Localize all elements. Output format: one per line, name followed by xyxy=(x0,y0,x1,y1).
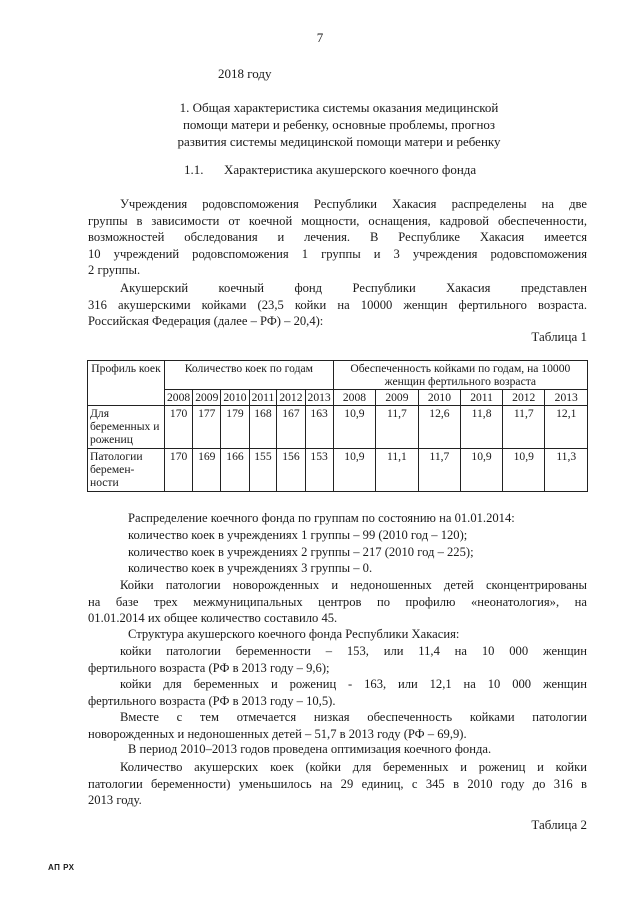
paragraph-bed-fund xyxy=(88,280,587,330)
structure-item-pregnant xyxy=(88,676,587,709)
count-cell: 170 xyxy=(165,406,193,449)
text-line: возможностей обследования и лечения. В Республике Хакасия имеется xyxy=(88,230,587,245)
year-cell: 2012 xyxy=(277,390,305,406)
table1-caption: Таблица 1 xyxy=(531,329,587,344)
count-cell: 177 xyxy=(193,406,221,449)
count-cell: 170 xyxy=(165,449,193,492)
supply-cell: 12,1 xyxy=(545,406,588,449)
count-cell: 163 xyxy=(305,406,333,449)
supply-cell: 10,9 xyxy=(503,449,545,492)
paragraph-optimization: В период 2010–2013 годов проведена оптимизация коечного фонда. xyxy=(128,742,492,756)
supply-cell: 11,7 xyxy=(503,406,545,449)
count-cell: 156 xyxy=(277,449,305,492)
structure-item-pathology xyxy=(88,643,587,676)
year-cell: 2011 xyxy=(461,390,503,406)
supply-cell: 11,7 xyxy=(418,449,460,492)
text-line: 316 акушерскими койками (23,5 койки на 10000 женщин фертильного возраста. xyxy=(88,297,587,312)
header-supply: Обеспеченность койками по годам, на 10000 женщин фертильного возраста xyxy=(333,361,587,390)
year-cell: 2012 xyxy=(503,390,545,406)
table2-caption: Таблица 2 xyxy=(531,817,587,832)
distribution-item: количество коек в учреждениях 3 группы – 0. xyxy=(128,561,373,575)
heading-line: развития системы медицинской помощи матери и ребенку xyxy=(177,134,501,149)
text-line: 01.01.2014 их общее количество составило 45. xyxy=(88,611,338,626)
count-cell: 168 xyxy=(249,406,277,449)
year-cell: 2008 xyxy=(165,390,193,406)
text-line: Учреждения родовспоможения Республики Хакасия распределены на две xyxy=(120,197,587,211)
structure-intro: Структура акушерского коечного фонда Республики Хакасия: xyxy=(128,627,460,641)
count-cell: 153 xyxy=(305,449,333,492)
count-cell: 166 xyxy=(221,449,249,492)
year-cell: 2013 xyxy=(305,390,333,406)
supply-cell: 11,8 xyxy=(461,406,503,449)
text-line: фертильного возраста (РФ в 2013 году – 10,5). xyxy=(88,693,336,708)
header-profile: Профиль коек xyxy=(88,361,165,406)
footer-stamp: АП РХ xyxy=(48,863,75,872)
text-line: Вместе с тем отмечается низкая обеспеченность койками патологии xyxy=(120,710,587,724)
supply-cell: 11,3 xyxy=(545,449,588,492)
year-cell: 2009 xyxy=(193,390,221,406)
row-profile: Патологии беремен-ности xyxy=(88,449,165,492)
table-header-row xyxy=(88,361,588,390)
count-cell: 167 xyxy=(277,406,305,449)
table-row xyxy=(88,406,588,449)
beds-table xyxy=(87,360,588,492)
supply-cell: 11,7 xyxy=(376,406,418,449)
heading-line: помощи матери и ребенку, основные проблемы, прогноз xyxy=(182,117,496,132)
supply-cell: 10,9 xyxy=(333,406,375,449)
text-line: Акушерский коечный фонд Республики Хакасия представлен xyxy=(120,281,587,295)
text-line: Койки патологии новорожденных и недоношенных детей сконцентрированы xyxy=(120,578,587,592)
year-cell: 2010 xyxy=(221,390,249,406)
text-line: 2 группы. xyxy=(88,263,141,278)
supply-cell: 12,6 xyxy=(418,406,460,449)
heading-line: 1. Общая характеристика системы оказания медицинской xyxy=(179,100,499,115)
paragraph-institutions xyxy=(88,196,587,279)
distribution-intro: Распределение коечного фонда по группам по состоянию на 01.01.2014: xyxy=(128,511,515,525)
distribution-item: количество коек в учреждениях 1 группы – 99 (2010 год – 120); xyxy=(128,528,468,542)
text-line: Российская Федерация (далее – РФ) – 20,4): xyxy=(88,314,324,329)
paragraph-low-supply xyxy=(88,709,587,742)
count-cell: 169 xyxy=(193,449,221,492)
text-line: койки патологии беременности – 153, или 11,4 на 10 000 женщин xyxy=(120,644,587,658)
section-heading xyxy=(0,99,640,150)
supply-cell: 11,1 xyxy=(376,449,418,492)
year-cell: 2010 xyxy=(418,390,460,406)
supply-cell: 10,9 xyxy=(461,449,503,492)
text-line: 10 учреждений родовспоможения 1 группы и 3 учреждения родовспоможения xyxy=(88,246,587,261)
text-line: Количество акушерских коек (койки для беременных и рожениц и койки xyxy=(120,760,587,774)
text-line: койки для беременных и рожениц - 163, или 12,1 на 10 000 женщин xyxy=(120,677,587,691)
year-cell: 2011 xyxy=(249,390,277,406)
supply-cell: 10,9 xyxy=(333,449,375,492)
text-line: фертильного возраста (РФ в 2013 году – 9,6); xyxy=(88,660,330,675)
header-count: Количество коек по годам xyxy=(165,361,334,390)
year-cell: 2013 xyxy=(545,390,588,406)
text-line: 2013 году. xyxy=(88,793,142,808)
text-line: новорожденных и недоношенных детей – 51,7 в 2013 году (РФ – 69,9). xyxy=(88,726,467,741)
year-cell: 2008 xyxy=(333,390,375,406)
text-line: патологии беременности) уменьшилось на 29 единиц, с 345 в 2010 году до 316 в xyxy=(88,776,587,791)
page-number: 7 xyxy=(316,30,324,45)
subsection-title: Характеристика акушерского коечного фонда xyxy=(224,162,477,177)
paragraph-neonatal xyxy=(88,577,587,627)
table-row xyxy=(88,449,588,492)
row-profile: Для беременных и рожениц xyxy=(88,406,165,449)
count-cell: 155 xyxy=(249,449,277,492)
paragraph-bed-count xyxy=(88,759,587,809)
text-line: группы в зависимости от коечной мощности, оснащения, кадровой обеспеченности, xyxy=(88,213,587,228)
subsection-heading xyxy=(184,162,476,178)
count-cell: 179 xyxy=(221,406,249,449)
text-line: на базе трех межмуниципальных центров по профилю «неонатология», на xyxy=(88,594,587,609)
distribution-item: количество коек в учреждениях 2 группы – 217 (2010 год – 225); xyxy=(128,545,474,559)
year-cell: 2009 xyxy=(376,390,418,406)
year-line: 2018 году xyxy=(218,66,272,81)
subsection-number: 1.1. xyxy=(184,162,204,177)
